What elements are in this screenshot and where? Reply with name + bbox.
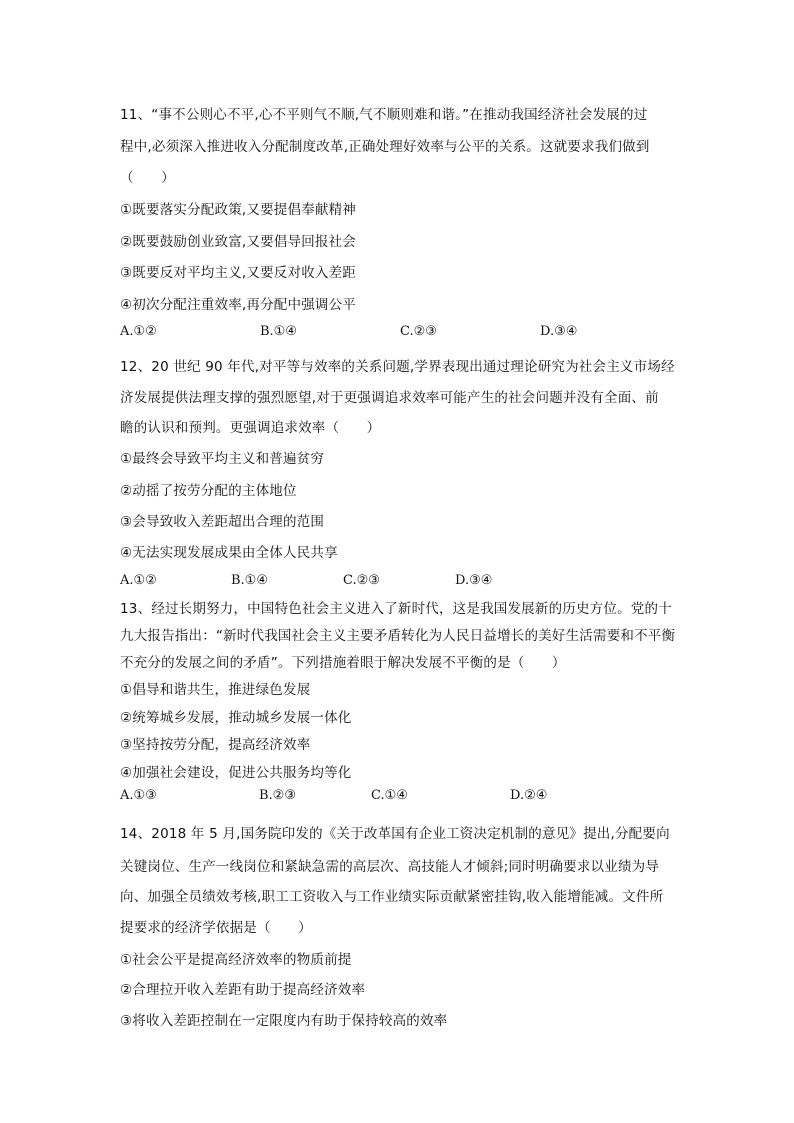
question-13-item-1: ①倡导和谐共生，推进绿色发展 [120, 682, 311, 698]
question-14-item-1: ①社会公平是提高经济效率的物质前提 [120, 952, 352, 968]
question-11-options [120, 324, 680, 342]
question-12-item-4: ④无法实现发展成果由全体人民共享 [120, 545, 338, 561]
question-13-option-a: A.①③ [120, 788, 157, 803]
question-12-option-c: C.②③ [343, 573, 380, 588]
question-11-text-line-1: 11、“事不公则心不平,心不平则气不顺,气不顺则难和谐。”在推动我国经济社会发展的过 [120, 107, 648, 123]
question-11-option-d: D.③④ [540, 324, 578, 339]
question-13-text-line-1: 13、经过长期努力，中国特色社会主义进入了新时代，这是我国发展新的历史方位。党的十 [120, 601, 672, 617]
question-12-text-line-2: 济发展提供法理支撑的强烈愿望,对于更强调追求效率可能产生的社会问题并没有全面、前 [120, 390, 659, 406]
question-12-item-1: ①最终会导致平均主义和普遍贫穷 [120, 451, 325, 467]
question-11-text-line-3: （ ） [120, 170, 175, 186]
question-11-item-2: ②既要鼓励创业致富,又要倡导回报社会 [120, 234, 356, 250]
question-12-option-d: D.③④ [455, 573, 493, 588]
question-11-item-4: ④初次分配注重效率,再分配中强调公平 [120, 297, 356, 313]
question-11-option-a: A.①② [120, 324, 157, 339]
question-13-option-b: B.②③ [259, 788, 296, 803]
question-11-text-line-2: 程中,必须深入推进收入分配制度改革,正确处理好效率与公平的关系。这就要求我们做到 [120, 139, 650, 155]
question-14-item-3: ③将收入差距控制在一定限度内有助于保持较高的效率 [120, 1013, 448, 1029]
question-13-item-4: ④加强社会建设，促进公共服务均等化 [120, 765, 352, 781]
question-11-item-3: ③既要反对平均主义,又要反对收入差距 [120, 265, 356, 281]
question-13-option-c: C.①④ [371, 788, 408, 803]
question-12-item-3: ③会导致收入差距超出合理的范围 [120, 514, 325, 530]
question-13-item-2: ②统筹城乡发展，推动城乡发展一体化 [120, 710, 352, 726]
question-12-text-line-3: 瞻的认识和预判。更强调追求效率（ ） [120, 420, 381, 436]
question-12-text-line-1: 12、20 世纪 90 年代,对平等与效率的关系问题,学界表现出通过理论研究为社会主义市场经 [120, 359, 675, 375]
question-13-option-d: D.②④ [510, 788, 548, 803]
question-14-item-2: ②合理拉开收入差距有助于提高经济效率 [120, 982, 366, 998]
question-12-option-b: B.①④ [231, 573, 268, 588]
question-12-option-a: A.①② [120, 573, 157, 588]
question-14-text-line-1: 14、2018 年 5 月,国务院印发的《关于改革国有企业工资决定机制的意见》提出,分配要向 [120, 826, 670, 842]
question-13-item-3: ③坚持按劳分配，提高经济效率 [120, 737, 311, 753]
question-13-options [120, 788, 680, 806]
question-13-text-line-2: 九大报告指出：“新时代我国社会主义主要矛盾转化为人民日益增长的美好生活需要和不平衡 [120, 628, 676, 644]
question-11-option-b: B.①④ [260, 324, 297, 339]
question-13-text-line-3: 不充分的发展之间的矛盾”。下列措施着眼于解决发展不平衡的是（ ） [120, 655, 566, 671]
question-14-text-line-4: 提要求的经济学依据是（ ） [120, 920, 312, 936]
question-11-item-1: ①既要落实分配政策,又要提倡奉献精神 [120, 202, 356, 218]
question-12-item-2: ②动摇了按劳分配的主体地位 [120, 483, 297, 499]
question-14-text-line-3: 向、加强全员绩效考核,职工工资收入与工作业绩实际贡献紧密挂钩,收入能增能减。文件所 [120, 889, 664, 905]
question-14-text-line-2: 关键岗位、生产一线岗位和紧缺急需的高层次、高技能人才倾斜;同时明确要求以业绩为导 [120, 859, 660, 875]
question-12-options [120, 573, 680, 591]
question-11-option-c: C.②③ [400, 324, 437, 339]
